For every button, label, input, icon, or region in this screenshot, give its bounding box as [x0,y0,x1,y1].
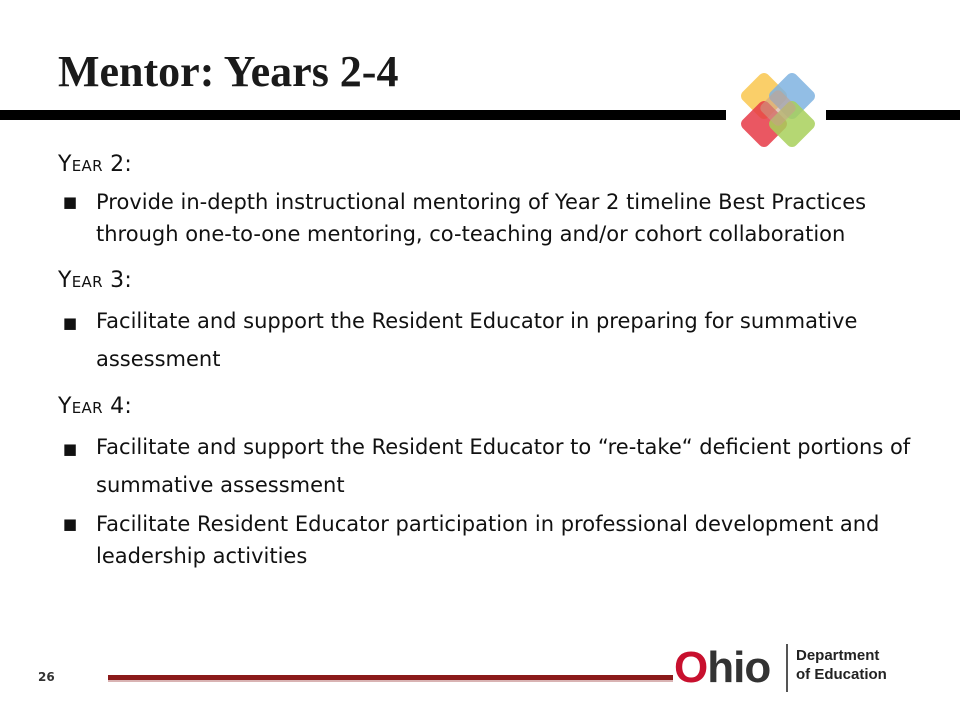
square-bullet-icon: ■ [62,314,78,332]
department-line-2: of Education [796,666,887,683]
square-bullet-icon: ■ [62,440,78,458]
year-4-bullets [58,428,918,572]
ohio-first-letter: O [674,643,708,692]
slide-content [58,150,918,584]
department-line-1: Department [796,647,880,664]
logo-divider [786,644,788,692]
year-3-section [58,266,918,378]
title-rule [0,110,726,120]
bullet-text: Facilitate and support the Resident Educator in preparing for summative assessment [96,309,858,371]
year-3-heading: Year 3: [58,268,133,293]
page-number: 26 [38,670,55,684]
year-2-heading: Year 2: [58,152,133,177]
bullet-text: Provide in-depth instructional mentoring of Year 2 timeline Best Practices through one-to-one mentoring, co-teaching and/or cohort collaboration [96,190,867,246]
slide-title: Mentor: Years 2-4 [58,47,399,96]
bullet-item [58,186,918,250]
bullet-item [58,508,918,572]
ohio-wordmark [674,640,770,696]
bullet-item [58,302,918,378]
department-of-education-text [796,646,887,684]
bullet-text: Facilitate and support the Resident Educator to “re-take“ deficient portions of summative assessment [96,435,911,497]
year-4-section [58,392,918,572]
bullet-item [58,428,918,504]
year-2-section [58,150,918,250]
year-4-heading: Year 4: [58,394,133,419]
square-bullet-icon: ■ [62,193,78,211]
bullet-text: Facilitate Resident Educator participation in professional development and leadership activities [96,512,880,568]
overlapping-diamonds-icon [730,70,826,154]
ohio-logo [674,640,784,696]
footer-rule-shadow [108,680,673,682]
year-3-bullets [58,302,918,378]
title-rule-right [826,110,960,120]
ohio-rest: hio [707,643,771,692]
year-2-bullets [58,186,918,250]
square-bullet-icon: ■ [62,515,78,533]
